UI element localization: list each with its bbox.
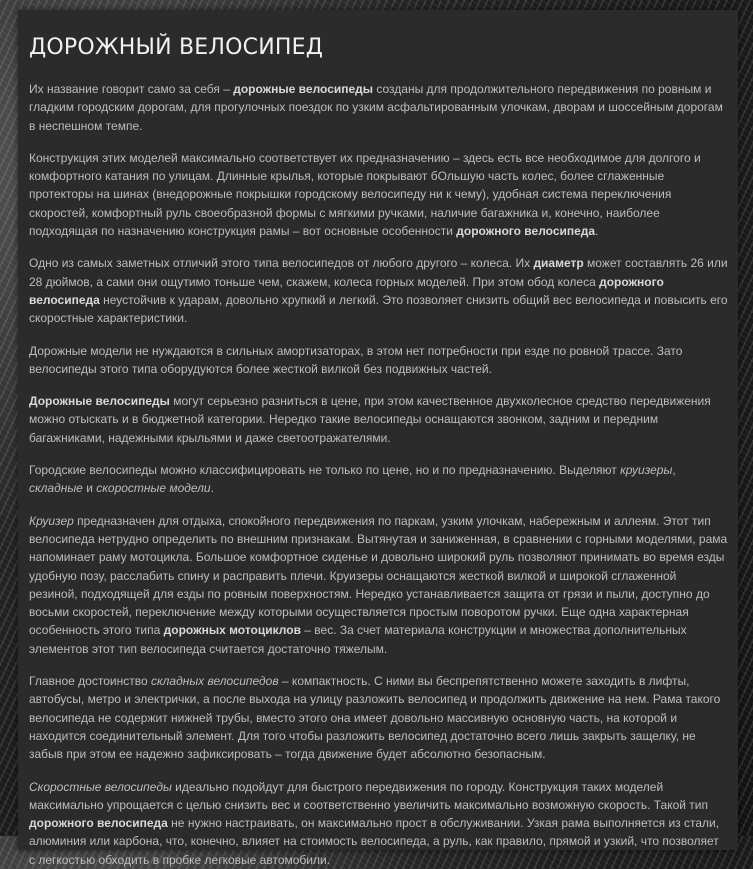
bold-term: дорожных мотоциклов — [163, 623, 301, 638]
text-run: могут серьезно разниться в цене, при этом качественное двухколесное средство передвижения можно отыскать и в бюджетной категории. Нередко такие велосипеды оснащаются звонком, задним и передним багажниками, надежными крыльями и даже светоотражателями. — [29, 394, 711, 445]
text-run: Конструкция этих моделей максимально соответствует их предназначению – здесь есть все необходимое для долгого и комфортного катания по улицам. Длинные крылья, которые покрывают бОльшую часть колес, более сглаженные протекторы на шинах (внедорожные покрышки городскому велосипеду ни к чему), удобная система переключения скоростей, комфортный руль своеобразной формы с мягкими ручками, наличие багажника и, конечно, наиболее подходящая по назначению конструкция рамы – вот основные особенности — [29, 150, 701, 239]
text-run: идеально подойдут для быстрого передвижения по городу. Конструкция таких моделей максимально упрощается с целью снизить вес и соответственно увеличить максимально возможную скорость. Такой тип — [29, 779, 709, 812]
paragraph-7 — [29, 512, 728, 658]
italic-term: Круизер — [29, 513, 74, 528]
text-run: . — [210, 481, 214, 496]
text-run: Дорожные модели не нуждаются в сильных амортизаторах, в этом нет потребности при езде по ровной трассе. Зато велосипеды этого типа оборудуются более жесткой вилкой без подвижных частей. — [29, 343, 683, 376]
paragraph-8 — [29, 672, 728, 763]
paragraph-4 — [29, 342, 728, 379]
text-run: не нужно настраивать, он максимально прост в обслуживании. Узкая рама выполняется из стали, алюминия или карбона, что, конечно, влияет на стоимость велосипеда, а руль, как правило, прямой и узкий, что позволяет с легкостью обходить в пробке легковые автомобили. — [29, 816, 720, 867]
paragraph-2 — [29, 149, 728, 240]
text-run: может составлять 26 или 28 дюймов, а сами они ощутимо тоньше чем, скажем, колеса горных моделей. При этом обод колеса — [29, 256, 728, 289]
text-run: предназначен для отдыха, спокойного передвижения по паркам, узким улочкам, набережным и аллеям. Этот тип велосипеда нетрудно определить по внешним признакам. Вытянутая и заниженная, в сравнении с горными моделями, рама напоминает раму мотоцикла. Большое комфортное сиденье и довольно широкий руль позволяют принимать во время езды удобную позу, расслабить спину и расправить плечи. Круизеры оснащаются жесткой вилкой и широкой сглаженной резиной, подходящей для езды по ровным поверхностям. Нередко устанавливается защита от грязи и пыли, доступно до восьми скоростей, переключение между которыми осуществляется простым поворотом ручки. Еще одна характерная особенность этого типа — [29, 513, 728, 638]
text-run: , — [672, 463, 676, 478]
paragraph-9 — [29, 778, 728, 869]
bold-term: дорожного велосипеда — [29, 274, 664, 307]
text-run: – вес. За счет материала конструкции и множества дополнительных элементов этот тип велосипеда считается достаточно тяжелым. — [29, 623, 687, 656]
text-run: Их название говорит само за себя – — [29, 82, 234, 96]
article-body — [29, 80, 728, 869]
bold-term: диаметр — [533, 256, 584, 271]
italic-term: складные — [29, 481, 83, 496]
article-title: ДОРОЖНЫЙ ВЕЛОСИПЕД — [29, 35, 324, 60]
bold-term: дорожного велосипеда — [29, 816, 168, 831]
article-panel — [18, 10, 738, 867]
bold-term: дорожного велосипеда — [456, 224, 596, 239]
paragraph-1 — [29, 80, 728, 135]
bold-term: Дорожные велосипеды — [29, 394, 170, 409]
text-run: неустойчив к ударам, довольно хрупкий и легкий. Это позволяет снизить общий вес велосипеда и повысить его скоростные характеристики. — [29, 292, 728, 326]
paragraph-3 — [29, 254, 728, 327]
italic-term: складных велосипедов — [150, 674, 279, 689]
bold-term: дорожные велосипеды — [233, 82, 374, 96]
italic-term: скоростные модели — [96, 481, 211, 496]
text-run: созданы для продолжительного передвижения по ровным и гладким городским дорогам, для прогулочных поездок по узким асфальтированным улочкам, дворам и шоссейным дорогам в неспешном темпе. — [29, 82, 723, 133]
text-run: Городские велосипеды можно классифицировать не только по цене, но и по предназначению. Выделяют — [29, 463, 621, 478]
italic-term: круизеры — [620, 463, 673, 478]
italic-term: Скоростные велосипеды — [29, 779, 172, 794]
text-run: . — [595, 224, 599, 239]
text-run: – компактность. С ними вы беспрепятственно можете заходить в лифты, автобусы, метро и электрички, а после выхода на улицу разложить велосипед и продолжить движение на нем. Рама такого велосипеда не содержит нижней трубы, вместо этого она имеет довольно массивную основную часть, на которой и находится соединительный элемент. Для того чтобы разложить велосипед достаточно всего лишь закрыть защелку, не забыв при этом ее надежно зафиксировать – тогда движение будет абсолютно безопасным. — [29, 674, 721, 762]
paragraph-6 — [29, 461, 728, 498]
paragraph-5 — [29, 392, 728, 447]
text-run: и — [82, 481, 97, 496]
text-run: Главное достоинство — [29, 674, 151, 689]
text-run: Одно из самых заметных отличий этого типа велосипедов от любого другого – колеса. Их — [29, 256, 534, 271]
